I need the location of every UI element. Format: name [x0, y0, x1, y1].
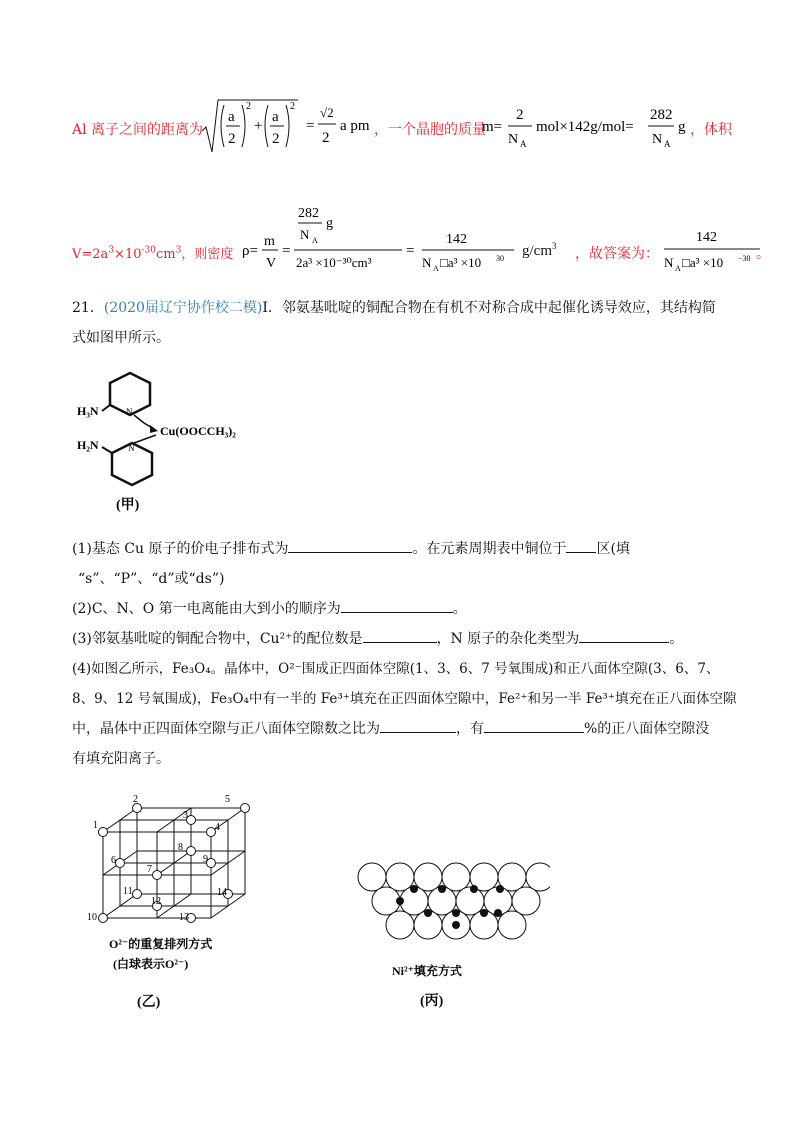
svg-text:□a³ ×10: □a³ ×10: [682, 255, 724, 270]
yi-num-12: 12: [151, 896, 161, 907]
ni-dot: [452, 909, 460, 917]
yi-num-7: 7: [147, 864, 152, 875]
packing-circle: [512, 887, 540, 915]
yi-num-9: 9: [203, 854, 208, 865]
answer-blank-7[interactable]: [484, 718, 584, 733]
bing-caption-2: (丙): [420, 994, 444, 1009]
svg-text:2: 2: [272, 131, 280, 147]
svg-text:−30: −30: [738, 254, 751, 263]
ni-dot: [452, 921, 460, 929]
line1-lead: Al 离子之间的距离为: [72, 122, 204, 138]
ni-dot: [496, 885, 504, 893]
svg-text:282: 282: [298, 206, 319, 221]
svg-text:30: 30: [496, 254, 504, 263]
packing-circle: [456, 887, 484, 915]
answer-blank-4[interactable]: [363, 628, 437, 643]
q21-text1: Ⅰ．邻氨基吡啶的铜配合物在有机不对称合成中起催化诱导效应，其结构简: [262, 300, 716, 316]
q21-source[interactable]: (2020届辽宁协作校二模): [103, 300, 263, 316]
svg-text:N: N: [652, 132, 663, 147]
svg-text:V: V: [266, 256, 277, 271]
svg-text:2: 2: [322, 130, 330, 146]
svg-text:√2: √2: [320, 105, 334, 120]
svg-text:2: 2: [228, 131, 236, 147]
ni-dot: [438, 885, 446, 893]
question-21: [72, 293, 732, 353]
line2-end: 。: [756, 246, 770, 262]
svg-text:142: 142: [696, 230, 717, 245]
packing-circle: [498, 911, 526, 939]
answer-blank-6[interactable]: [380, 718, 456, 733]
svg-text:mol×142g/mol=: mol×142g/mol=: [536, 119, 634, 135]
svg-text:=: =: [282, 243, 291, 259]
svg-text:2: 2: [290, 101, 295, 112]
svg-text:2a³ ×10⁻³⁰cm³: 2a³ ×10⁻³⁰cm³: [296, 255, 372, 270]
caption-jia: (甲): [116, 498, 140, 513]
yi-caption-3: (乙): [137, 995, 161, 1010]
packing-circle: [358, 863, 386, 891]
svg-text:A: A: [520, 139, 527, 149]
packing-circle: [526, 863, 550, 891]
svg-text:m=: m=: [482, 119, 503, 135]
yi-num-13: 13: [179, 912, 189, 923]
svg-text:N: N: [508, 132, 519, 147]
sub1-line1: (1)基态 Cu 原子的价电子排布式为 。在元素周期表中铜位于 区(填: [72, 534, 742, 564]
yi-num-10: 10: [87, 912, 97, 923]
ni-dot: [480, 909, 488, 917]
ni-dot: [470, 885, 478, 893]
svg-text:A: A: [312, 236, 318, 245]
sqrt-expression: [200, 97, 372, 157]
svg-text:a: a: [228, 109, 235, 125]
sub-questions: [72, 534, 742, 774]
svg-text:a: a: [272, 109, 279, 125]
svg-text:=: =: [306, 118, 315, 134]
density-unit: $g/cm^3$: [522, 241, 557, 259]
yi-num-11: 11: [123, 886, 133, 897]
line1-tail: ，体积: [690, 122, 732, 138]
packing-circle: [386, 863, 414, 891]
svg-text:N: N: [300, 227, 310, 242]
yi-num-4: 4: [215, 822, 220, 833]
figure-bing: [350, 855, 550, 1020]
yi-num-2: 2: [133, 794, 138, 805]
line2-lead: $V=2a^3\times 10^{-30}cm^3$，则密度: [72, 245, 234, 262]
packing-circle: [386, 911, 414, 939]
sub4-line2: 8、9、12 号氧围成)，Fe₃O₄中有一半的 Fe³⁺填充在正四面体空隙中，Fe²⁺和另一半 Fe³⁺填充在正八面体空隙: [72, 691, 737, 707]
solution-line-2: [72, 205, 770, 275]
figure-jia: [72, 365, 252, 515]
svg-text:2: 2: [516, 107, 524, 123]
answer-blank-3[interactable]: [341, 598, 453, 613]
label-cu: Cu(OOCCH₃)₂: [160, 424, 236, 438]
svg-text:ρ=: ρ=: [242, 243, 258, 259]
ni-dot: [396, 897, 404, 905]
mass-expression: [482, 99, 692, 155]
sub3-line: (3)邻氨基吡啶的铜配合物中，Cu²⁺的配位数是 ，N 原子的杂化类型为 。: [72, 624, 742, 654]
yi-caption-1: O²⁻的重复排列方式: [109, 937, 213, 951]
label-h3n: H₃N: [77, 404, 99, 418]
sub1-line2: “s”、“P”、“d”或“ds”): [78, 571, 225, 587]
solution-line-1: [72, 97, 732, 157]
yi-num-1: 1: [93, 820, 98, 831]
svg-text:=: =: [406, 243, 415, 259]
yi-num-5: 5: [225, 794, 230, 805]
svg-text:N: N: [128, 443, 135, 453]
svg-text:282: 282: [650, 107, 673, 123]
yi-num-8: 8: [178, 842, 183, 853]
answer-blank-5[interactable]: [579, 628, 669, 643]
svg-text:A: A: [664, 139, 671, 149]
svg-text:A: A: [675, 264, 681, 273]
svg-text:A: A: [433, 264, 439, 273]
bing-caption-1: Ni²⁺填充方式: [392, 964, 462, 978]
yi-num-6: 6: [111, 855, 116, 866]
yi-num-3: 3: [183, 810, 188, 821]
packing-circle: [414, 863, 442, 891]
sub2-line: (2)C、N、O 第一电离能由大到小的顺序为 。: [72, 594, 742, 624]
q21-line1: [72, 293, 732, 323]
q21-line2: 式如图甲所示。: [72, 330, 170, 346]
svg-text:m: m: [264, 234, 275, 249]
answer-blank-2[interactable]: [566, 538, 596, 553]
answer-blank-1[interactable]: [288, 538, 412, 553]
packing-circle: [442, 863, 470, 891]
ni-dot: [494, 909, 502, 917]
svg-text:a pm: a pm: [340, 118, 370, 134]
q21-num: 21．: [72, 300, 104, 316]
label-h2n: H₂N: [77, 438, 99, 452]
sub4-line4: 有填充阳离子。: [72, 751, 170, 767]
packing-circle: [372, 887, 400, 915]
svg-text:N: N: [126, 407, 133, 417]
svg-text:g: g: [326, 216, 333, 231]
svg-text:N: N: [664, 255, 674, 270]
yi-caption-2: (白球表示O²⁻): [113, 957, 189, 971]
svg-text:142: 142: [446, 232, 467, 247]
svg-text:+: +: [254, 118, 263, 134]
svg-text:2: 2: [246, 101, 251, 112]
figure-yi: [85, 790, 255, 1020]
sub4-line3: 中，晶体中正四面体空隙与正八面体空隙数之比为 ，有 %的正八面体空隙没: [72, 714, 742, 744]
svg-text:□a³ ×10: □a³ ×10: [440, 255, 482, 270]
svg-text:N: N: [422, 255, 432, 270]
ni-dot: [424, 909, 432, 917]
svg-text:g: g: [678, 119, 686, 135]
density-expression: [242, 205, 522, 275]
sub4-line1: (4)如图乙所示，Fe₃O₄。晶体中，O²⁻围成正四面体空隙(1、3、6、7 号氧围成)和正八面体空隙(3、6、7、: [72, 661, 720, 677]
line2-mid: ，故答案为：: [575, 246, 659, 262]
ni-dot: [410, 885, 418, 893]
line1-mid: ，一个晶胞的质量: [374, 122, 486, 138]
yi-num-14: 14: [217, 887, 227, 898]
